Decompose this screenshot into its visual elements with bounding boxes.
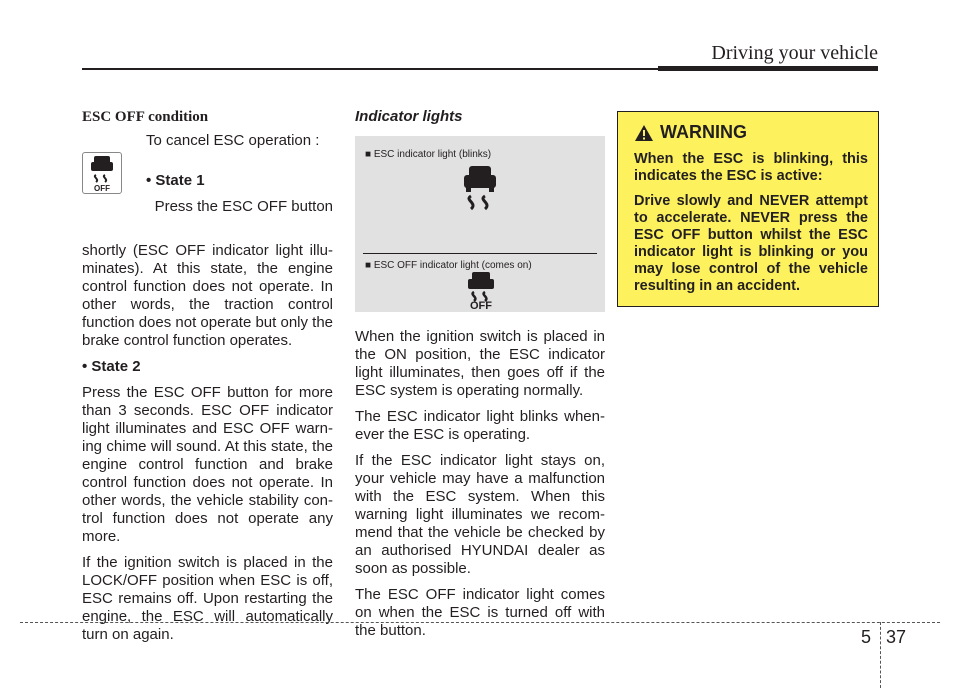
running-header: Driving your vehicle [711,42,878,64]
esc-off-icon [82,152,122,194]
warning-heading [634,122,868,143]
state1-title: • State 1 [146,172,205,189]
footer-divider [880,622,881,688]
icon-off-text: OFF [94,184,110,193]
state2-title: • State 2 [82,358,141,375]
section-heading: ESC OFF condition [82,109,209,125]
state1-text: shortly (ESC OFF indicator light illu- minates). At this state, the engine control function does not operate. In other words, the traction control function does not operate but only the brake control function operates. [82,242,334,349]
middle-column [355,108,605,648]
warning-title: WARNING [660,122,747,142]
indicator-p4: The ESC OFF indicator light comes on when the ESC is turned off with the button. [355,586,605,639]
warning-line2: Drive slowly and NEVER attempt to accelerate. NEVER press the ESC OFF button whilst the ESC indicator light is blinking or you may lose control of the vehicle resulting in an accident. [634,193,868,294]
warning-triangle-icon [634,124,654,142]
state1-text-start: Press the ESC OFF button [154,198,333,215]
warning-box [617,111,879,307]
left-column [82,108,333,652]
off-text: OFF [470,300,492,311]
page-number: 37 [886,627,907,647]
esc-indicator-icon [455,164,505,216]
cancel-intro: To cancel ESC operation : [146,132,320,149]
divider [363,253,597,254]
esc-off-indicator-icon [459,271,503,311]
lock-off-text: If the ignition switch is placed in the LOCK/OFF position when ESC is off, ESC remains off. Upon restarting the engine, the ESC will automatically turn on again. [82,554,333,643]
chapter-number: 5 [861,627,872,647]
header-rule-tab [658,66,878,71]
state2-text: Press the ESC OFF button for more than 3 seconds. ESC OFF indicator light illuminates and ESC OFF warn- ing chime will sound. At this state, the engine control function and brake control function does not operate. In other words, the vehicle stability con- trol function does not operate any more. [82,384,333,545]
indicator-lights-heading: Indicator lights [355,108,463,125]
indicator-p1: When the ignition switch is placed in the ON position, the ESC indicator light illuminates, then goes off if the ESC system is operating normally. [355,328,605,399]
footer-rule [20,622,940,623]
indicator-illustration [355,136,605,312]
warning-line1: When the ESC is blinking, this indicates the ESC is active: [634,151,868,184]
indicator-p2: The ESC indicator light blinks when- ever the ESC is operating. [355,408,605,443]
esc-blink-label: ■ ESC indicator light (blinks) [365,149,492,160]
indicator-p3: If the ESC indicator light stays on, your vehicle may have a malfunction with the ESC system. When this warning light illuminates we recom- mend that the vehicle be checked by an authorised HYUNDAI dealer as soon as possible. [355,452,605,577]
esc-off-label: ■ ESC OFF indicator light (comes on) [365,260,532,271]
